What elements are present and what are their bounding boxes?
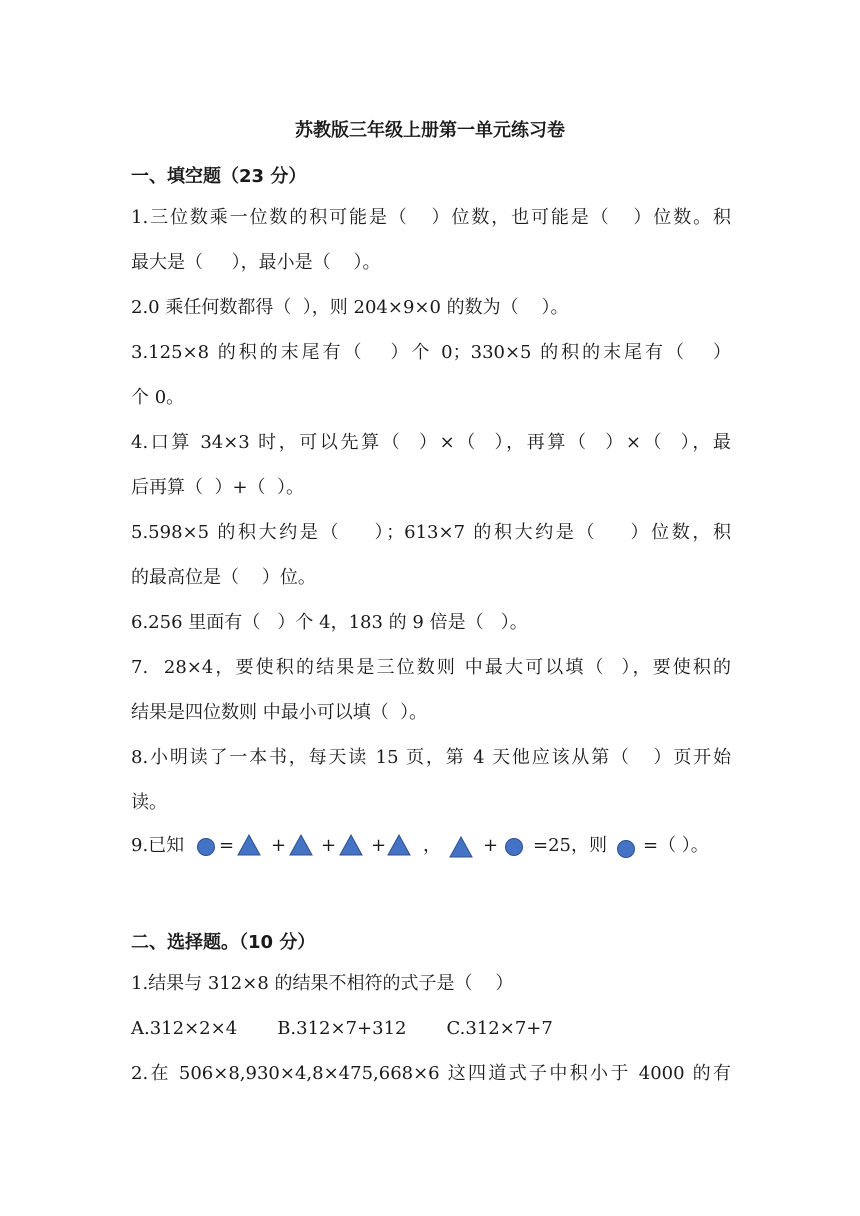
q5-line2: 的最高位是（ ）位。 — [131, 567, 316, 588]
q7-line2: 结果是四位数则 中最小可以填（ ）。 — [131, 702, 428, 723]
q9-prefix: 9.已知 — [131, 835, 185, 856]
q9-plus: + — [483, 835, 499, 856]
page-title: 苏教版三年级上册第一单元练习卷 — [295, 120, 565, 141]
q9-plus: + — [371, 835, 387, 856]
q9-answer: =（ ）。 — [643, 835, 709, 856]
q9-row — [131, 832, 731, 862]
q9-comma: ， — [423, 835, 441, 856]
section1-heading: 一、填空题（23 分） — [131, 166, 307, 187]
q9-plus: + — [271, 835, 287, 856]
choice-q1: 1.结果与 312×8 的结果不相符的式子是（ ） — [131, 973, 514, 994]
circle-icon — [197, 838, 215, 856]
q6-line: 6.256 里面有（ ）个 4，183 的 9 倍是（ ）。 — [131, 612, 528, 633]
section2-heading: 二、选择题。（10 分） — [131, 932, 316, 953]
q4-line1: 4.口算 34×3 时，可以先算（ ）×（ ），再算（ ）×（ ），最 — [131, 432, 731, 453]
q8-line1: 8.小明读了一本书，每天读 15 页，第 4 天他应该从第（ ）页开始 — [131, 747, 731, 768]
q5-line1: 5.598×5 的积大约是（ ）；613×7 的积大约是（ ）位数，积 — [131, 522, 731, 543]
q3-line2: 个 0。 — [131, 387, 185, 408]
q3-line1: 3.125×8 的积的末尾有（ ）个 0；330×5 的积的末尾有（ ） — [131, 342, 731, 363]
q8-line2: 读。 — [131, 792, 167, 813]
q7-line1: 7. 28×4，要使积的结果是三位数则 中最大可以填（ ），要使积的 — [131, 657, 731, 678]
q1-line2: 最大是（ ），最小是（ ）。 — [131, 252, 381, 273]
q9-equals: = — [219, 835, 235, 856]
choice-q2-line1: 2.在 506×8,930×4,8×475,668×6 这四道式子中积小于 4000 的有 — [131, 1063, 731, 1084]
q1-line1: 1.三位数乘一位数的积可能是（ ）位数，也可能是（ ）位数。积 — [131, 207, 731, 228]
q9-result: =25，则 — [533, 835, 607, 856]
circle-icon — [617, 840, 635, 858]
circle-icon — [505, 838, 523, 856]
q4-line2: 后再算（ ）+（ ）。 — [131, 477, 304, 498]
q2-line: 2.0 乘任何数都得（ ），则 204×9×0 的数为（ ）。 — [131, 297, 569, 318]
choice-q1-options: A.312×2×4 B.312×7+312 C.312×7+7 — [131, 1018, 553, 1039]
q9-plus: + — [321, 835, 337, 856]
